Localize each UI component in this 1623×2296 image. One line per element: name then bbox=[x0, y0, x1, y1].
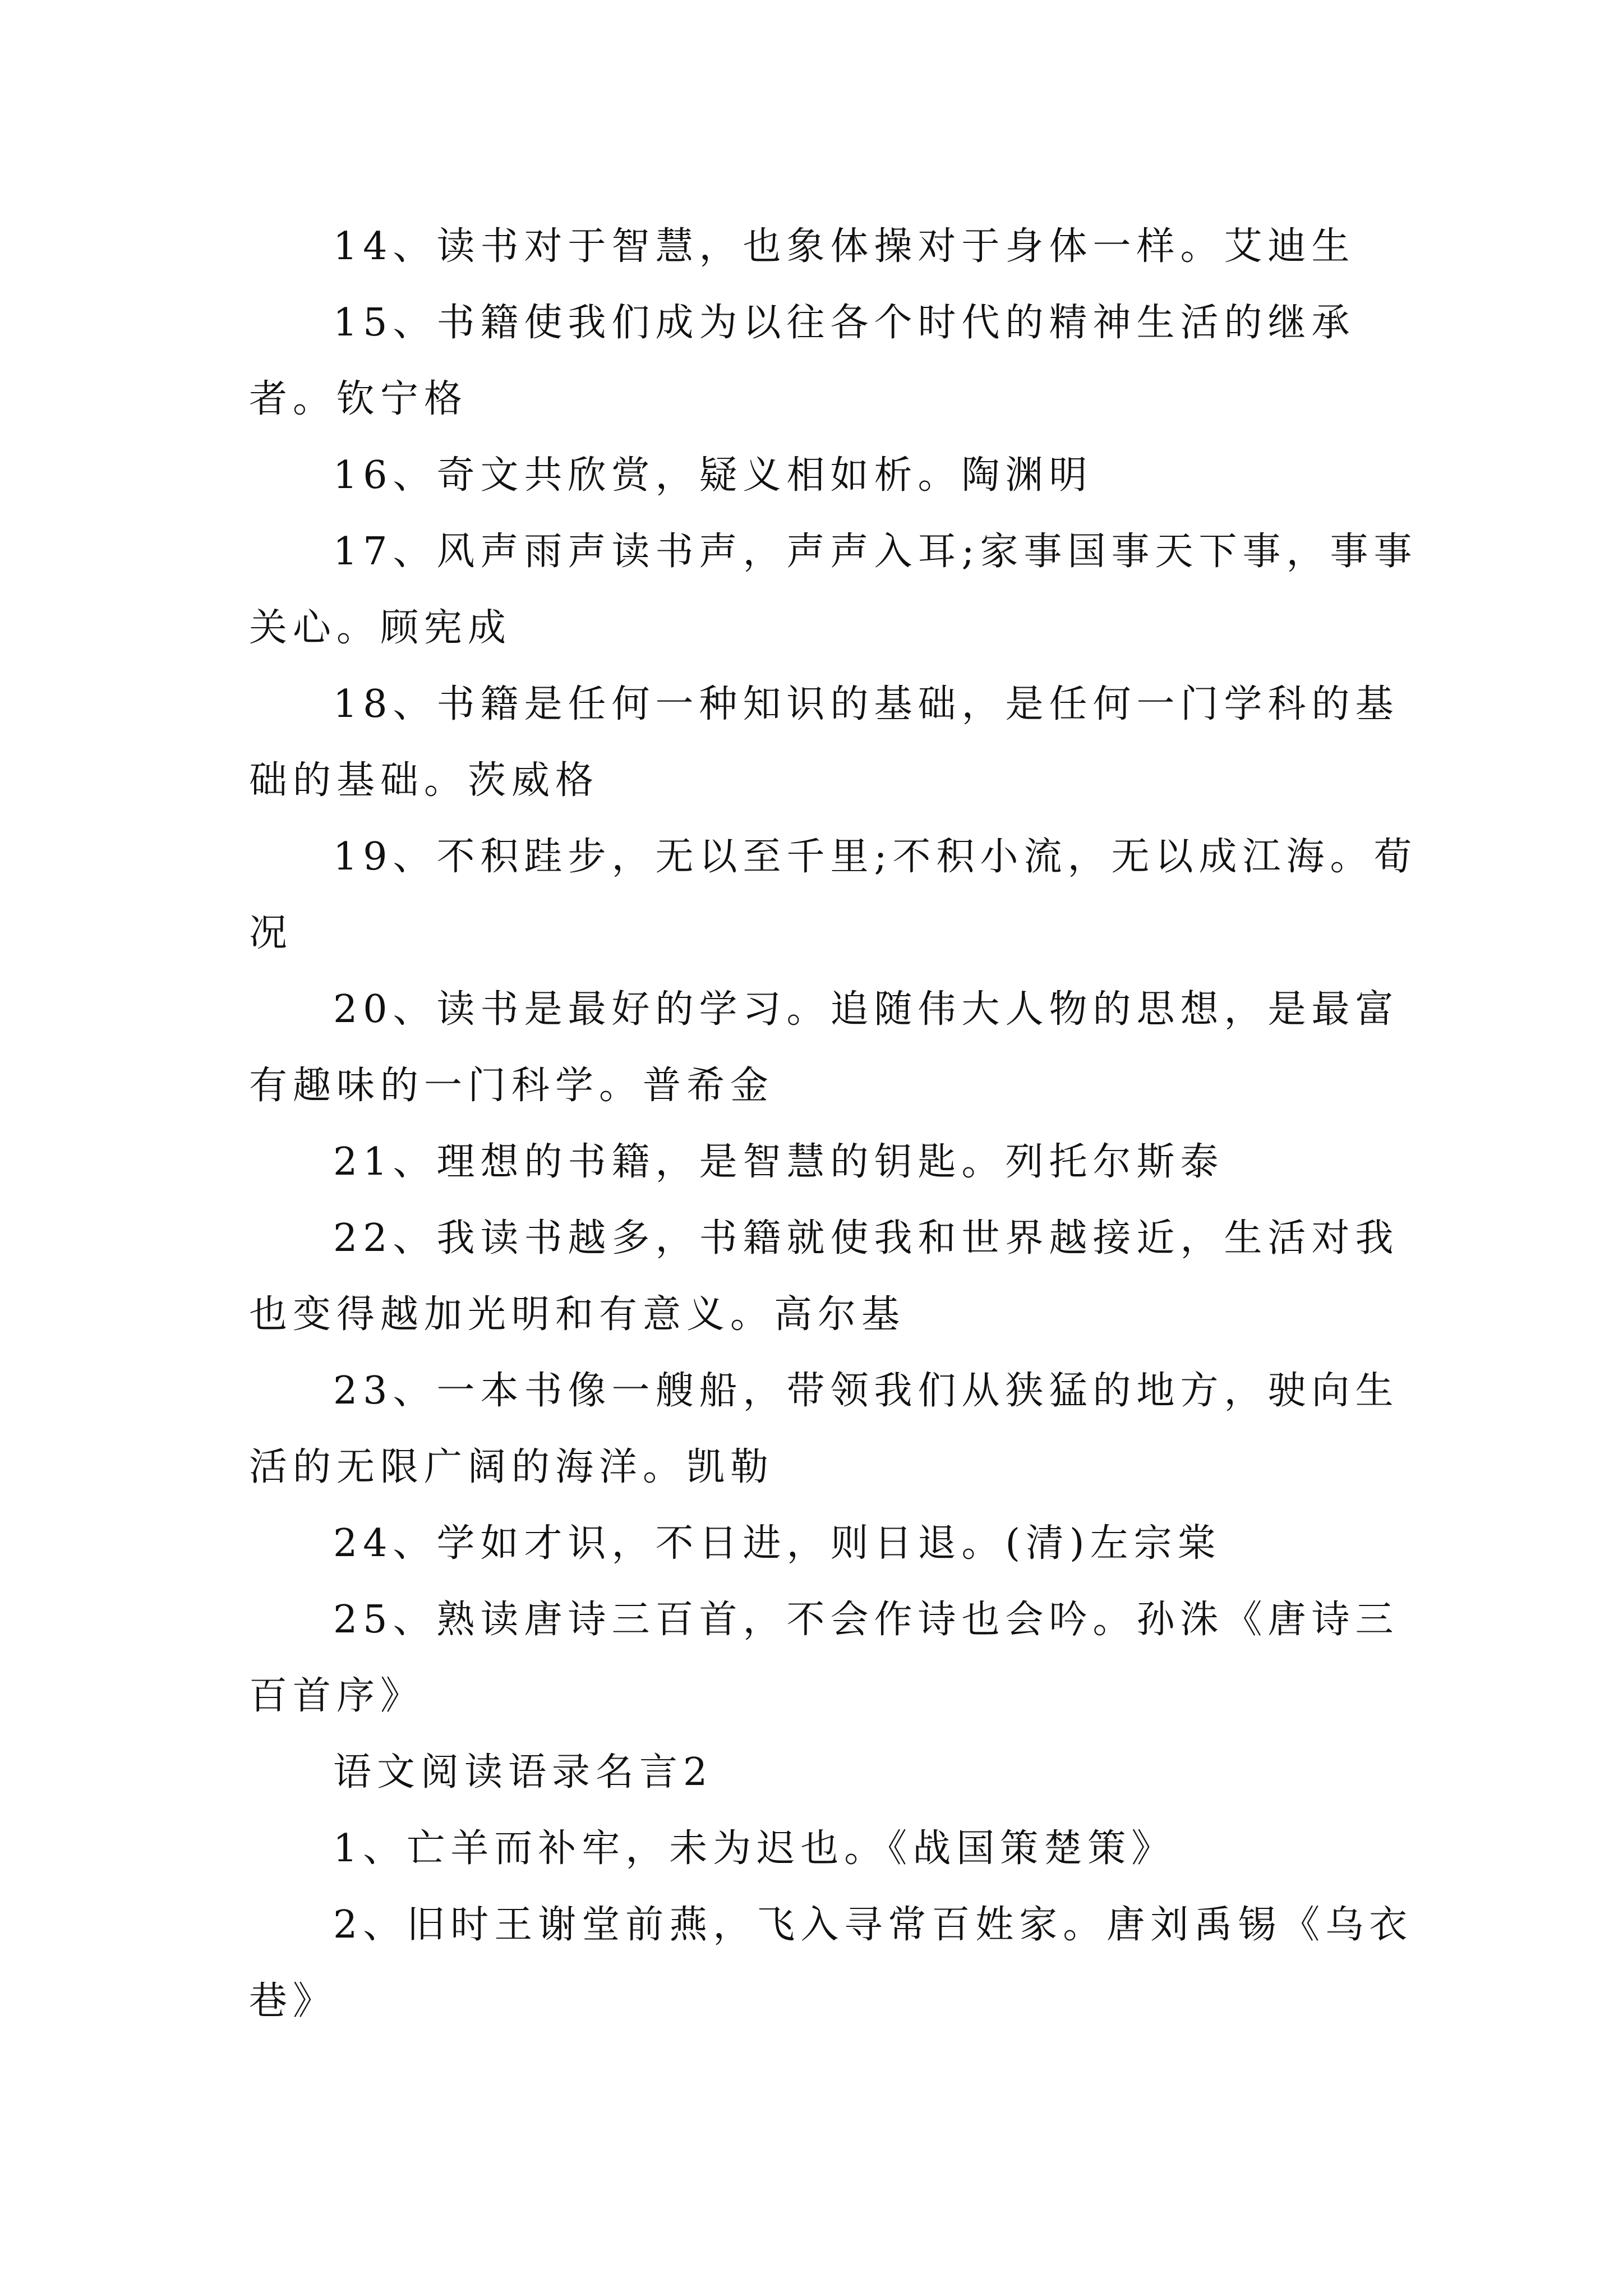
quote-paragraph-15: 15、书籍使我们成为以往各个时代的精神生活的继承者。钦宁格 bbox=[249, 301, 1355, 421]
quote-paragraph-23: 23、一本书像一艘船，带领我们从狭猛的地方，驶向生活的无限广阔的海洋。凯勒 bbox=[249, 1369, 1399, 1489]
quote-paragraph-17: 17、风声雨声读书声，声声入耳;家事国事天下事，事事关心。顾宪成 bbox=[249, 530, 1418, 650]
section-heading: 语文阅读语录名言2 bbox=[333, 1750, 713, 1795]
document-body bbox=[249, 209, 1438, 2040]
quote-paragraph-25: 25、熟读唐诗三百首，不会作诗也会吟。孙洙《唐诗三百首序》 bbox=[249, 1598, 1399, 1718]
quote-paragraph-22: 22、我读书越多，书籍就使我和世界越接近，生活对我也变得越加光明和有意义。高尔基 bbox=[249, 1216, 1399, 1337]
quote-paragraph-20: 20、读书是最好的学习。追随伟大人物的思想，是最富有趣味的一门科学。普希金 bbox=[249, 987, 1399, 1108]
quote-paragraph-2: 2、旧时王谢堂前燕，飞入寻常百姓家。唐刘禹锡《乌衣巷》 bbox=[249, 1903, 1413, 2023]
quote-paragraph-1: 1、亡羊而补牢，未为迟也。《战国策楚策》 bbox=[333, 1826, 1175, 1871]
quote-paragraph-16: 16、奇文共欣赏，疑义相如析。陶渊明 bbox=[333, 453, 1093, 498]
quote-paragraph-19: 19、不积跬步，无以至千里;不积小流，无以成江海。荀况 bbox=[249, 835, 1418, 955]
quote-paragraph-14: 14、读书对于智慧，也象体操对于身体一样。艾迪生 bbox=[333, 224, 1355, 269]
quote-paragraph-24: 24、学如才识，不日进，则日退。(清)左宗棠 bbox=[333, 1521, 1221, 1566]
quote-paragraph-21: 21、理想的书籍，是智慧的钥匙。列托尔斯泰 bbox=[333, 1140, 1224, 1184]
quote-paragraph-18: 18、书籍是任何一种知识的基础，是任何一门学科的基础的基础。茨威格 bbox=[249, 682, 1399, 803]
